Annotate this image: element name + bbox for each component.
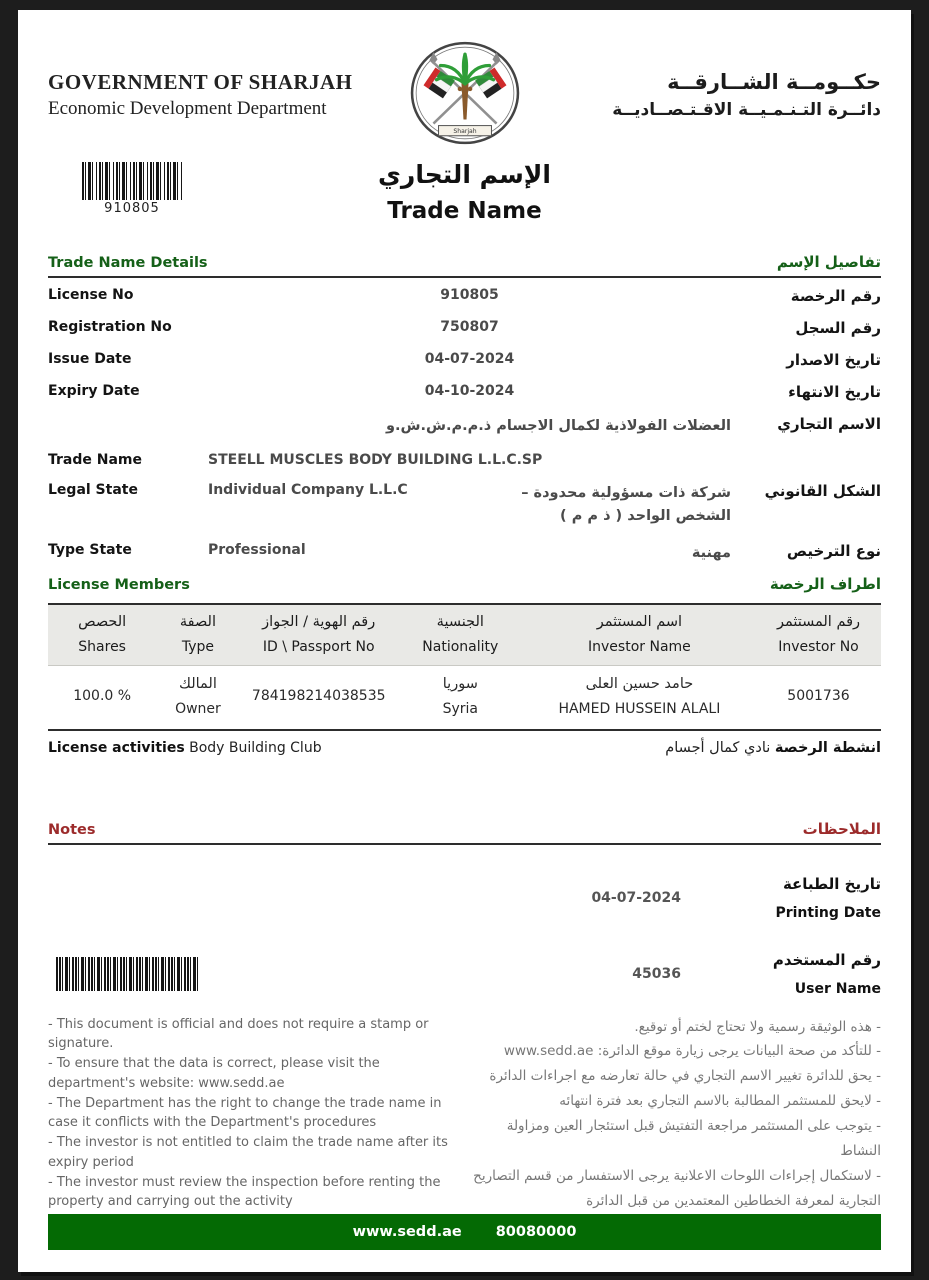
title-row [48,160,881,253]
gov-title-en: GOVERNMENT OF SHARJAH [48,70,353,94]
header-arabic [524,70,882,120]
member-investor-name-en: HAMED HUSSEIN ALALI [558,700,721,717]
notes-list-en [48,1015,456,1215]
col-nationality-en: Nationality [422,638,499,655]
trade-name-en-value: STEELL MUSCLES BODY BUILDING L.L.C.SP [208,451,543,468]
issue-date-label-ar: تاريخ الاصدار [786,350,881,369]
expiry-date-value: 04-10-2024 [424,382,515,399]
license-activities-label-en: License activities [48,739,185,756]
trade-name-ar-value: العضلات الفولاذية لكمال الاجسام ذ.م.م.ش.ش.و [385,417,731,434]
members-table [48,603,881,731]
col-id-passport [240,614,398,655]
note-ar-line: - للتأكد من صحة البيانات يرجى زيارة موقع الدائرة: www.sedd.ae [503,1043,881,1060]
printing-date-label-ar: تاريخ الطباعة [782,874,881,893]
printing-date-labels [729,875,881,921]
user-barcode [56,957,198,991]
registration-no-value: 750807 [440,318,499,335]
license-activities-label-ar: انشطة الرخصة [774,739,881,756]
section-title-en: Trade Name Details [48,254,208,271]
license-no-label-en: License No [48,286,134,303]
printing-date-row [48,875,881,921]
col-id-passport-en: ID \ Passport No [262,638,375,655]
type-state-label-ar: نوع الترخيص [786,542,881,561]
col-nationality-ar: الجنسية [436,613,484,630]
col-shares-ar: الحصص [78,613,127,630]
issue-date-label-en: Issue Date [48,350,132,367]
notes-section [48,820,881,1215]
note-ar-line: - هذه الوثيقة رسمية ولا تحتاج لختم أو توقيع. [634,1018,881,1035]
dept-title-en: Economic Development Department [48,98,327,119]
note-en-line: - This document is official and does not require a stamp or signature. [48,1016,429,1052]
row-expiry-date [48,374,881,406]
note-ar-line: - يتوجب على المستثمر مراجعة التفتيش قبل استئجار العين ومزاولة النشاط [506,1118,881,1160]
user-label-ar: رقم المستخدم [772,950,881,969]
member-nationality-en: Syria [442,700,479,717]
user-row [48,951,881,997]
license-activities-en [48,740,322,756]
row-trade-name-en [48,443,881,473]
license-barcode-number: 910805 [104,201,160,216]
license-activities-ar [665,740,881,756]
printing-date-label-en: Printing Date [775,904,881,921]
col-shares [48,614,156,655]
dept-title-ar: دائــرة التـنـمـيــة الاقـتـصــاديــة [612,100,881,120]
col-investor-no-en: Investor No [778,638,859,655]
certificate-document [18,10,911,1272]
note-en-line: - To ensure that the data is correct, please visit the department's website: www.sedd.ae [48,1056,380,1091]
legal-state-label-ar: الشكل القانوني [764,481,881,500]
member-type-ar: المالك [178,675,217,692]
user-value: 45036 [632,965,681,982]
member-type-en: Owner [175,700,221,717]
col-investor-name [523,614,756,655]
emblem-container [406,40,524,150]
type-state-value-en: Professional [208,542,306,559]
legal-state-value-ar: شركة ذات مسؤولية محدودة – الشخص الواحد ( ذ م م ) [521,484,731,525]
document-title-en: Trade Name [387,198,542,224]
registration-no-label-en: Registration No [48,318,172,335]
members-section-title-ar: اطراف الرخصة [769,574,881,593]
notes-list-ar [456,1015,881,1215]
license-barcode [82,162,182,200]
license-no-value: 910805 [440,286,499,303]
legal-state-label-en: Legal State [48,481,138,498]
section-license-members [48,575,881,595]
notes-title-ar: الملاحظات [802,819,881,838]
member-shares: 100.0 % [73,688,132,704]
footer-website: www.sedd.ae [352,1224,462,1241]
license-activities-value-en: Body Building Club [189,739,322,756]
col-type [156,614,239,655]
col-nationality [398,614,523,655]
col-investor-no-ar: رقم المستثمر [776,613,861,630]
trade-name-ar-label: الاسم التجاري [777,414,881,433]
expiry-date-label-ar: تاريخ الانتهاء [788,382,881,401]
user-label-en: User Name [794,980,881,997]
section-trade-name-details [48,253,881,278]
footer-bar [48,1214,881,1250]
note-ar-line: - لايحق للمستثمر المطالبة بالاسم التجاري بعد فترة انتهائه [559,1093,881,1110]
license-barcode-block [82,162,182,216]
sharjah-emblem-icon [409,40,521,146]
notes-text [48,1015,881,1215]
section-notes [48,820,881,845]
col-type-ar: الصفة [179,613,216,630]
notes-title-en: Notes [48,821,96,838]
note-en-line: - The Department has the right to change the trade name in case it conflicts with the Department's procedures [48,1095,442,1131]
member-investor-no: 5001736 [787,688,850,704]
section-title-ar: تفاصيل الإسم [776,252,881,271]
document-title-ar: الإسم التجاري [378,160,551,189]
type-state-value-ar: مهنية [691,545,731,562]
members-section-title-en: License Members [48,576,190,593]
member-id-no: 784198214038535 [251,688,386,704]
printing-date-value: 04-07-2024 [591,889,681,906]
header-english [48,70,406,120]
row-registration-no [48,310,881,342]
col-investor-name-en: Investor Name [588,638,691,655]
row-trade-name-ar [48,406,881,443]
license-activities-row [48,731,881,756]
members-table-header [48,603,881,666]
emblem-banner-text: Sharjah [452,128,477,136]
license-activities-value-ar: نادي كمال أجسام [665,739,771,756]
registration-no-label-ar: رقم السجل [795,318,881,337]
row-type-state [48,533,881,570]
expiry-date-label-en: Expiry Date [48,382,140,399]
col-type-en: Type [181,638,214,655]
note-ar-line: - يحق للدائرة تغيير الاسم التجاري في حالة تعارضه مع اجراءات الدائرة [489,1068,881,1085]
note-ar-line: - لاستكمال إجراءات اللوحات الاعلانية يرجى الاستفسار من قسم التصاريح التجارية لمعرفة الخطاطين المعتمدين من قبل الدائرة [473,1168,881,1210]
col-investor-no [756,614,881,655]
footer-phone: 80080000 [495,1224,577,1241]
row-issue-date [48,342,881,374]
col-investor-name-ar: اسم المستثمر [596,613,683,630]
user-labels [729,951,881,997]
member-type [156,676,239,717]
issue-date-value: 04-07-2024 [424,350,515,367]
col-shares-en: Shares [78,638,126,655]
member-investor-name-ar: حامد حسين العلى [585,675,694,692]
member-nationality-ar: سوريا [442,675,478,692]
legal-state-value-en: Individual Company L.L.C [208,481,408,498]
note-en-line: - The investor must review the inspection before renting the property and carrying out the activity [48,1174,441,1210]
member-investor-name [523,676,756,717]
member-row [48,666,881,731]
trade-name-en-label: Trade Name [48,451,143,468]
col-id-passport-ar: رقم الهوية / الجواز [262,613,376,630]
row-license-no [48,278,881,310]
gov-title-ar: حكــومــة الشــارقــة [667,70,881,94]
note-en-line: - The investor is not entitled to claim the trade name after its expiry period [48,1135,448,1170]
license-no-label-ar: رقم الرخصة [790,286,881,305]
row-legal-state [48,473,881,533]
type-state-label-en: Type State [48,542,132,559]
document-header [48,40,881,150]
member-nationality [398,676,523,717]
